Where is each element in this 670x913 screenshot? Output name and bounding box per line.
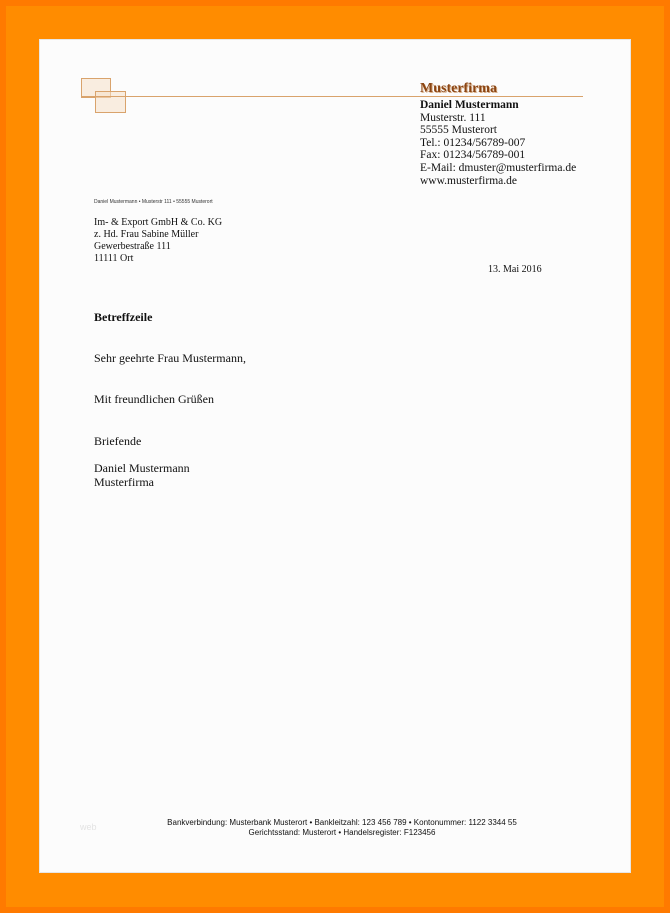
sender-email: E-Mail: dmuster@musterfirma.de (420, 161, 577, 174)
watermark: web (80, 822, 97, 832)
letter-ending: Briefende (94, 434, 142, 448)
footer-court-line: Gerichtsstand: Musterort • Handelsregister: F123456 (248, 828, 436, 837)
sender-street: Musterstr. 111 (420, 111, 486, 124)
sender-website: www.musterfirma.de (420, 174, 517, 187)
header-rule (81, 96, 583, 97)
letter-date: 13. Mai 2016 (488, 264, 542, 275)
signature-company: Musterfirma (94, 475, 154, 489)
sender-fax: Fax: 01234/56789-001 (420, 149, 526, 162)
salutation: Sehr geehrte Frau Mustermann, (94, 351, 246, 365)
signature-name: Daniel Mustermann (94, 461, 190, 475)
closing-phrase: Mit freundlichen Grüßen (94, 392, 214, 406)
subject-line: Betreffzeile (94, 310, 153, 324)
recipient-street: Gewerbestraße 111 (94, 241, 171, 252)
recipient-city: 11111 Ort (94, 253, 134, 264)
letter-page (40, 40, 630, 872)
recipient-attention: z. Hd. Frau Sabine Müller (94, 229, 199, 240)
sender-name: Daniel Mustermann (420, 99, 519, 111)
recipient-address (94, 217, 222, 265)
sender-city: 55555 Musterort (420, 124, 497, 137)
footer (40, 818, 644, 838)
company-name: Musterfirma (420, 81, 497, 96)
recipient-company: Im- & Export GmbH & Co. KG (94, 217, 223, 228)
footer-bank-line: Bankverbindung: Musterbank Musterort • Bankleitzahl: 123 456 789 • Kontonummer: 1122 3344 55 (167, 818, 517, 827)
signature-block (94, 461, 190, 489)
return-address-line: Daniel Mustermann • Musterstr 111 • 55555 Musterort (94, 199, 213, 205)
sender-phone: Tel.: 01234/56789-007 (420, 136, 526, 149)
logo-square-icon (95, 91, 126, 113)
sender-block (420, 99, 576, 187)
